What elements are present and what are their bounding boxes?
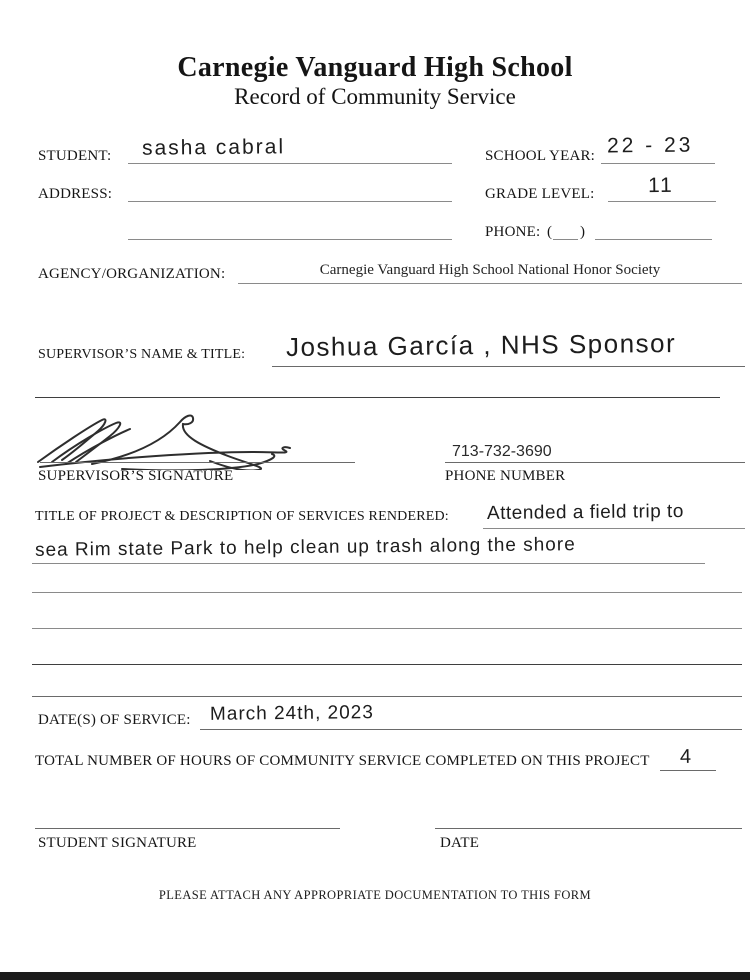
agency-label: AGENCY/ORGANIZATION:: [38, 266, 226, 282]
supervisor-signature-label: SUPERVISOR’S SIGNATURE: [38, 468, 234, 484]
supervisor-signature-line: [40, 462, 355, 463]
address-line-2: [128, 239, 452, 240]
dates-of-service-label: DATE(S) OF SERVICE:: [38, 712, 191, 728]
bottom-scan-bar: [0, 972, 750, 980]
student-value-handwritten: sasha cabral: [141, 135, 286, 160]
school-year-value-handwritten: 22 - 23: [606, 133, 694, 158]
phone-number-label: PHONE NUMBER: [445, 468, 566, 484]
dates-of-service-value-handwritten: March 24th, 2023: [209, 702, 374, 725]
blank-line-2: [32, 628, 742, 629]
project-line-1: [483, 528, 745, 529]
address-line-1: [128, 201, 452, 202]
dates-of-service-line: [200, 729, 742, 730]
supervisor-name-title-value-handwritten: Joshua García , NHS Sponsor: [285, 327, 677, 363]
blank-line-1: [32, 592, 742, 593]
school-year-line: [601, 163, 715, 164]
project-label: TITLE OF PROJECT & DESCRIPTION OF SERVICES RENDERED:: [35, 509, 449, 524]
total-hours-label: TOTAL NUMBER OF HOURS OF COMMUNITY SERVICE COMPLETED ON THIS PROJECT: [35, 753, 650, 769]
school-year-label: SCHOOL YEAR:: [485, 148, 596, 164]
phone-number-line: [445, 462, 745, 463]
form-subtitle: Record of Community Service: [234, 84, 516, 109]
grade-level-label: GRADE LEVEL:: [485, 186, 595, 202]
student-signature-line: [35, 828, 340, 829]
date-label: DATE: [440, 835, 480, 851]
blank-line-4: [32, 696, 742, 697]
phone-number-value-typed: 713-732-3690: [452, 443, 552, 460]
phone-line: [595, 239, 712, 240]
address-label: ADDRESS:: [38, 186, 113, 202]
agency-value-typed: Carnegie Vanguard High School National Honor Society: [319, 262, 661, 278]
grade-level-line: [608, 201, 716, 202]
supervisor-name-title-line: [272, 366, 745, 367]
phone-area-code-line: [553, 239, 578, 240]
blank-line-3: [32, 664, 742, 665]
divider-line: [35, 397, 720, 398]
total-hours-line: [660, 770, 716, 771]
date-line: [435, 828, 742, 829]
project-value-line2-handwritten: sea Rim state Park to help clean up trash along the shore: [34, 534, 576, 561]
phone-paren-open: (: [547, 224, 553, 240]
student-signature-label: STUDENT SIGNATURE: [38, 835, 197, 851]
agency-line: [238, 283, 742, 284]
total-hours-value-handwritten: 4: [679, 745, 692, 769]
grade-level-value-handwritten: 11: [647, 173, 674, 198]
student-line: [128, 163, 452, 164]
project-value-line1-handwritten: Attended a field trip to: [486, 500, 684, 525]
form-title: Carnegie Vanguard High School: [177, 52, 573, 83]
student-label: STUDENT:: [38, 148, 112, 164]
project-line-2: [32, 563, 705, 564]
footer-note: PLEASE ATTACH ANY APPROPRIATE DOCUMENTATION TO THIS FORM: [158, 888, 592, 902]
supervisor-name-title-label: SUPERVISOR’S NAME & TITLE:: [38, 347, 246, 362]
phone-paren-close: ): [580, 224, 586, 240]
phone-label: PHONE:: [485, 224, 541, 240]
